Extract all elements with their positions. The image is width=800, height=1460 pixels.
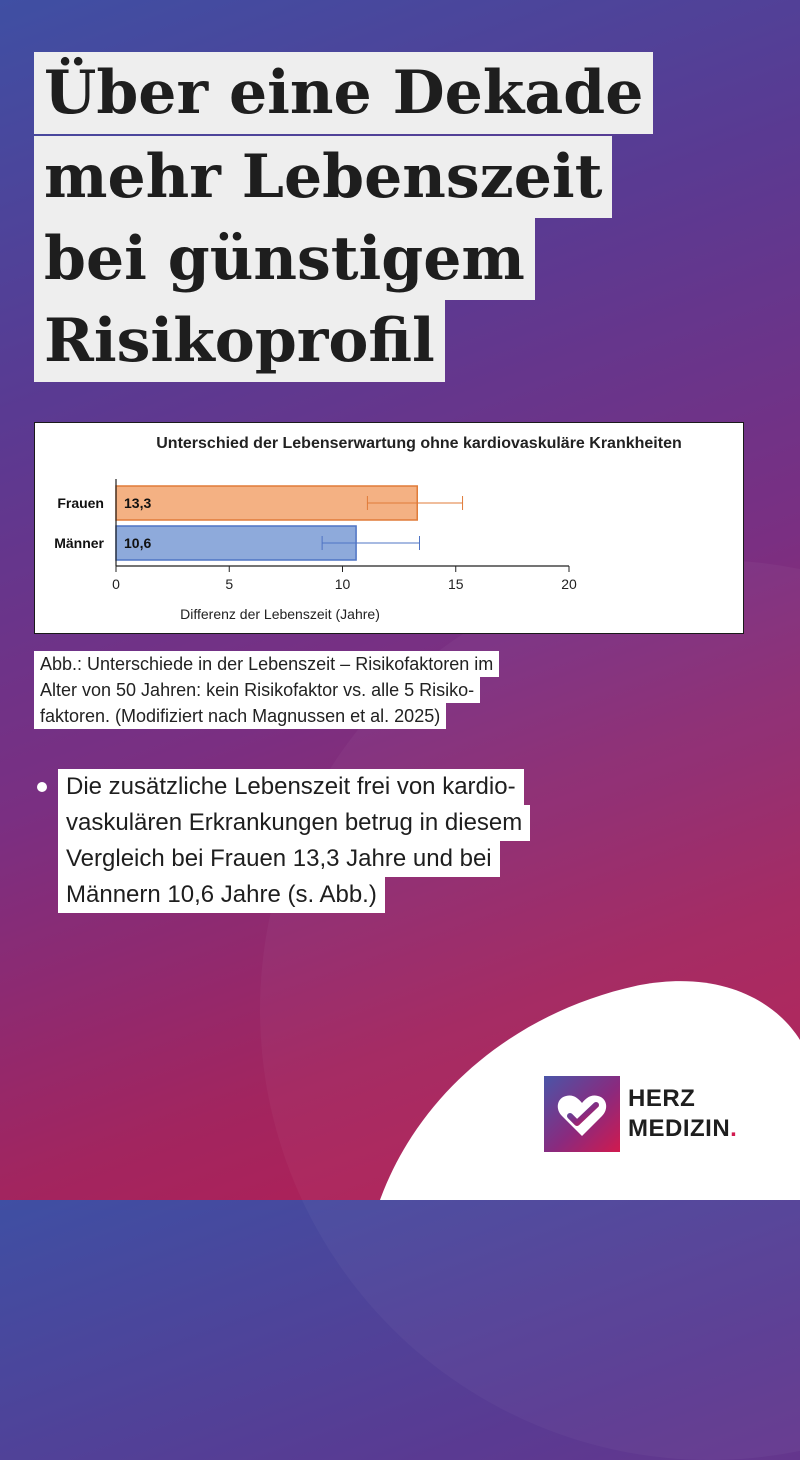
category-label-mnner: Männer xyxy=(54,535,104,551)
bullet-text-line-3: Vergleich bei Frauen 13,3 Jahre und bei xyxy=(58,841,500,877)
page-title-line-3: bei günstigem xyxy=(34,218,535,300)
bullet-text-line-2: vaskulären Erkrankungen betrug in diesem xyxy=(58,805,530,841)
bar-mnner xyxy=(116,526,356,560)
bullet-text-line-4: Männern 10,6 Jahre (s. Abb.) xyxy=(58,877,385,913)
x-tick-label: 0 xyxy=(112,576,120,592)
x-tick-label: 10 xyxy=(334,576,351,592)
category-label-frauen: Frauen xyxy=(57,495,104,511)
figure-caption-line-2: Alter von 50 Jahren: kein Risikofaktor vs. alle 5 Risiko- xyxy=(34,677,480,703)
page-title-line-4: Risikoprofil xyxy=(34,300,445,382)
logo-text-herz: HERZ xyxy=(628,1085,696,1112)
page-title-line-2: mehr Lebenszeit xyxy=(34,136,612,218)
logo-dot: . xyxy=(730,1115,738,1142)
logo-text-medizin xyxy=(628,1115,737,1143)
figure-caption-line-1: Abb.: Unterschiede in der Lebenszeit – Risikofaktoren im xyxy=(34,651,499,677)
logo-text-medizin-word: MEDIZIN xyxy=(628,1115,731,1142)
bullet-text-line-1: Die zusätzliche Lebenszeit frei von kardio- xyxy=(58,769,524,805)
x-axis-label: Differenz der Lebenszeit (Jahre) xyxy=(180,606,380,622)
chart-title: Unterschied der Lebenserwartung ohne kardiovaskuläre Krankheiten xyxy=(156,435,682,452)
figure-caption-line-3: faktoren. (Modifiziert nach Magnussen et al. 2025) xyxy=(34,703,446,729)
bullet-icon xyxy=(37,782,47,792)
x-tick-label: 5 xyxy=(225,576,234,592)
bar-chart xyxy=(35,423,742,632)
chart-panel xyxy=(34,422,744,634)
x-tick-label: 20 xyxy=(561,576,577,592)
data-label-frauen: 13,3 xyxy=(124,495,152,511)
heart-logo-icon xyxy=(544,1076,620,1152)
x-tick-label: 15 xyxy=(447,576,464,592)
data-label-mnner: 10,6 xyxy=(124,535,152,551)
page-title-line-1: Über eine Dekade xyxy=(34,52,653,134)
